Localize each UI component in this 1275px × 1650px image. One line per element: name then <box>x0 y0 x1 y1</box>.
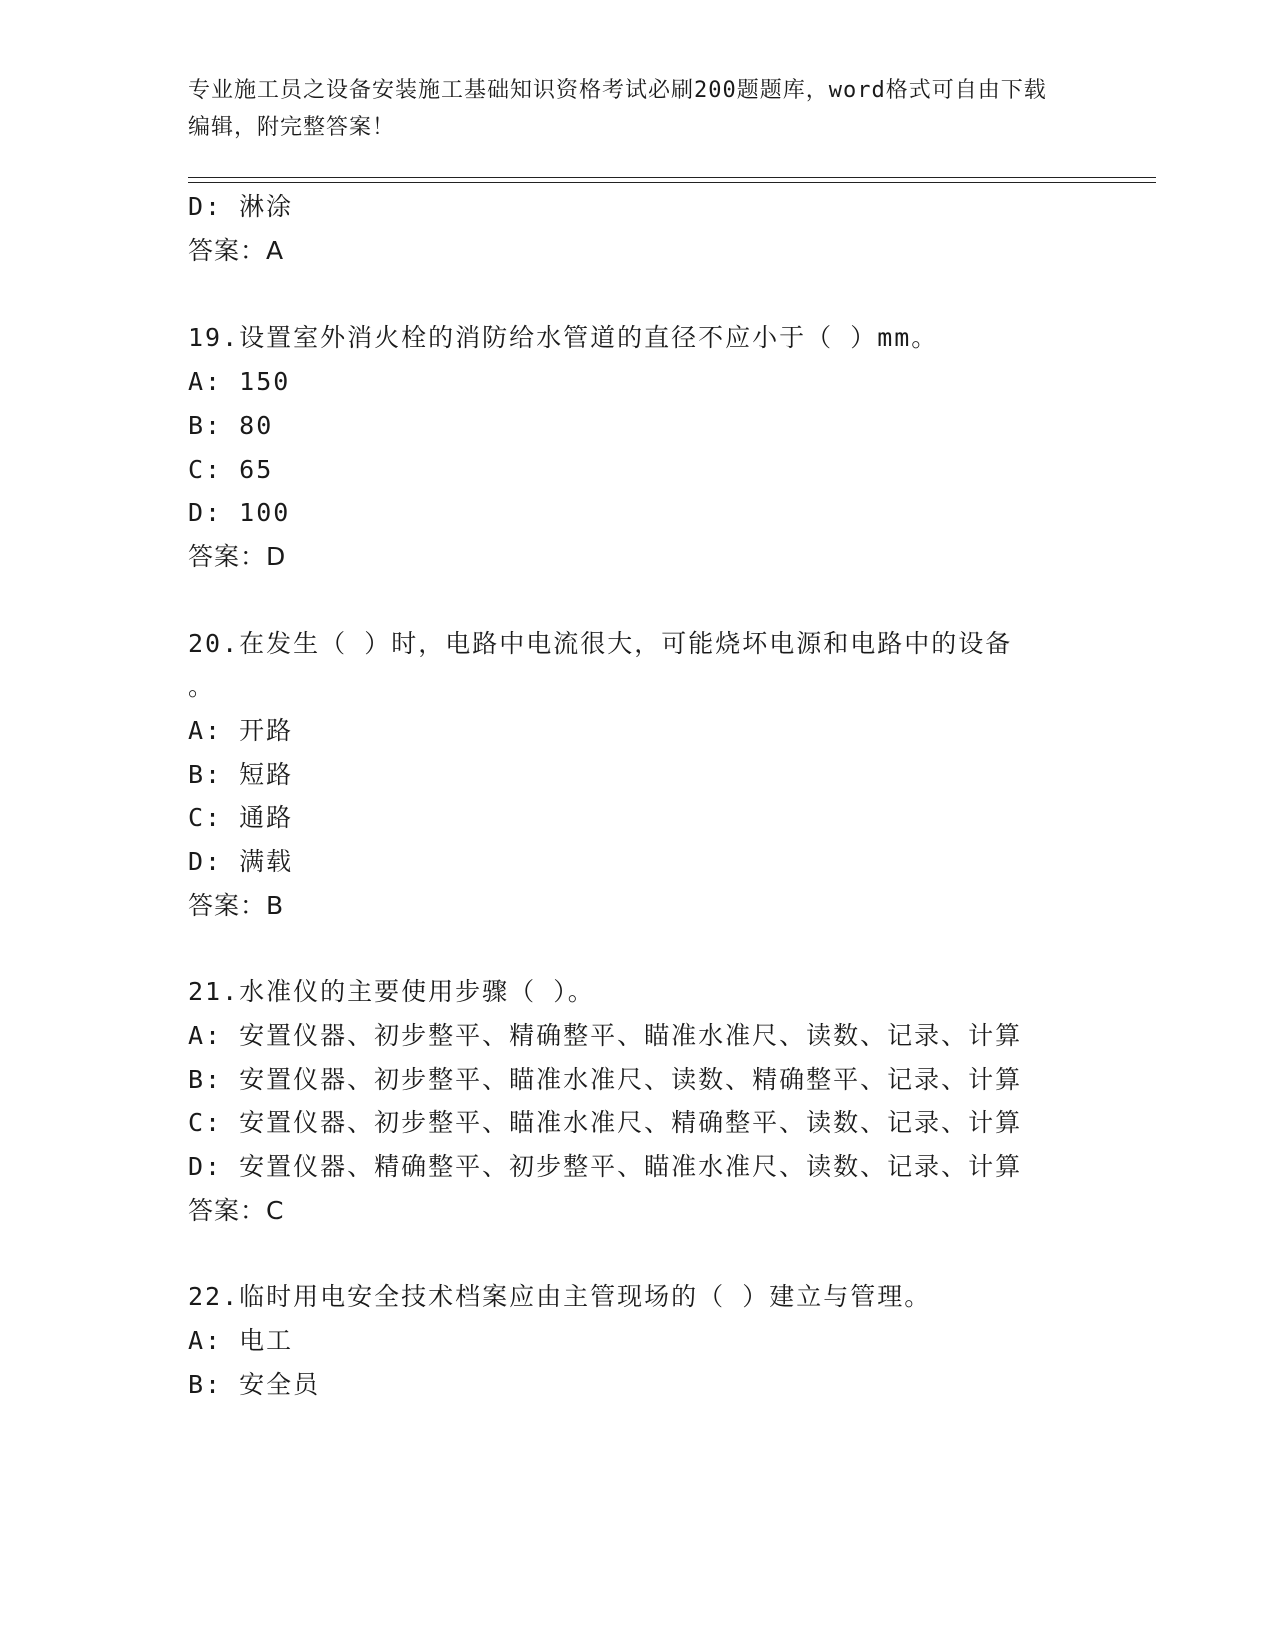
option-line: D: 安置仪器、精确整平、初步整平、瞄准水准尺、读数、记录、计算 <box>188 1152 1023 1181</box>
answer-line: 答案：C <box>188 1196 285 1225</box>
option-line: C: 安置仪器、初步整平、瞄准水准尺、精确整平、读数、记录、计算 <box>188 1108 1023 1137</box>
question-line: 22.临时用电安全技术档案应由主管现场的（ ）建立与管理。 <box>188 1282 932 1311</box>
answer-line: 答案：B <box>188 891 285 920</box>
header-divider-top <box>188 177 1156 178</box>
option-line: A: 150 <box>188 367 291 396</box>
option-line: B: 短路 <box>188 760 294 789</box>
option-line: A: 开路 <box>188 716 294 745</box>
option-line: D: 100 <box>188 498 291 527</box>
option-line: B: 安置仪器、初步整平、瞄准水准尺、读数、精确整平、记录、计算 <box>188 1065 1023 1094</box>
question-line: 20.在发生（ ）时，电路中电流很大，可能烧坏电源和电路中的设备 <box>188 629 1013 658</box>
header-divider-bottom <box>188 182 1156 183</box>
option-line: B: 80 <box>188 411 274 440</box>
option-line: C: 65 <box>188 455 274 484</box>
option-line: A: 安置仪器、初步整平、精确整平、瞄准水准尺、读数、记录、计算 <box>188 1021 1023 1050</box>
question-line-continued: 。 <box>188 672 216 701</box>
option-line: A: 电工 <box>188 1326 294 1355</box>
answer-line: 答案：D <box>188 542 287 571</box>
option-line: B: 安全员 <box>188 1370 321 1399</box>
option-line: C: 通路 <box>188 803 294 832</box>
option-line: D: 淋涂 <box>188 192 294 221</box>
question-line: 21.水准仪的主要使用步骤（ ）。 <box>188 977 595 1006</box>
option-line: D: 满载 <box>188 847 294 876</box>
document-header: 专业施工员之设备安装施工基础知识资格考试必刷200题题库，word格式可自由下载编辑，附完整答案！ <box>188 78 1047 140</box>
answer-line: 答案：A <box>188 236 285 265</box>
question-line: 19.设置室外消火栓的消防给水管道的直径不应小于（ ）mm。 <box>188 323 939 352</box>
